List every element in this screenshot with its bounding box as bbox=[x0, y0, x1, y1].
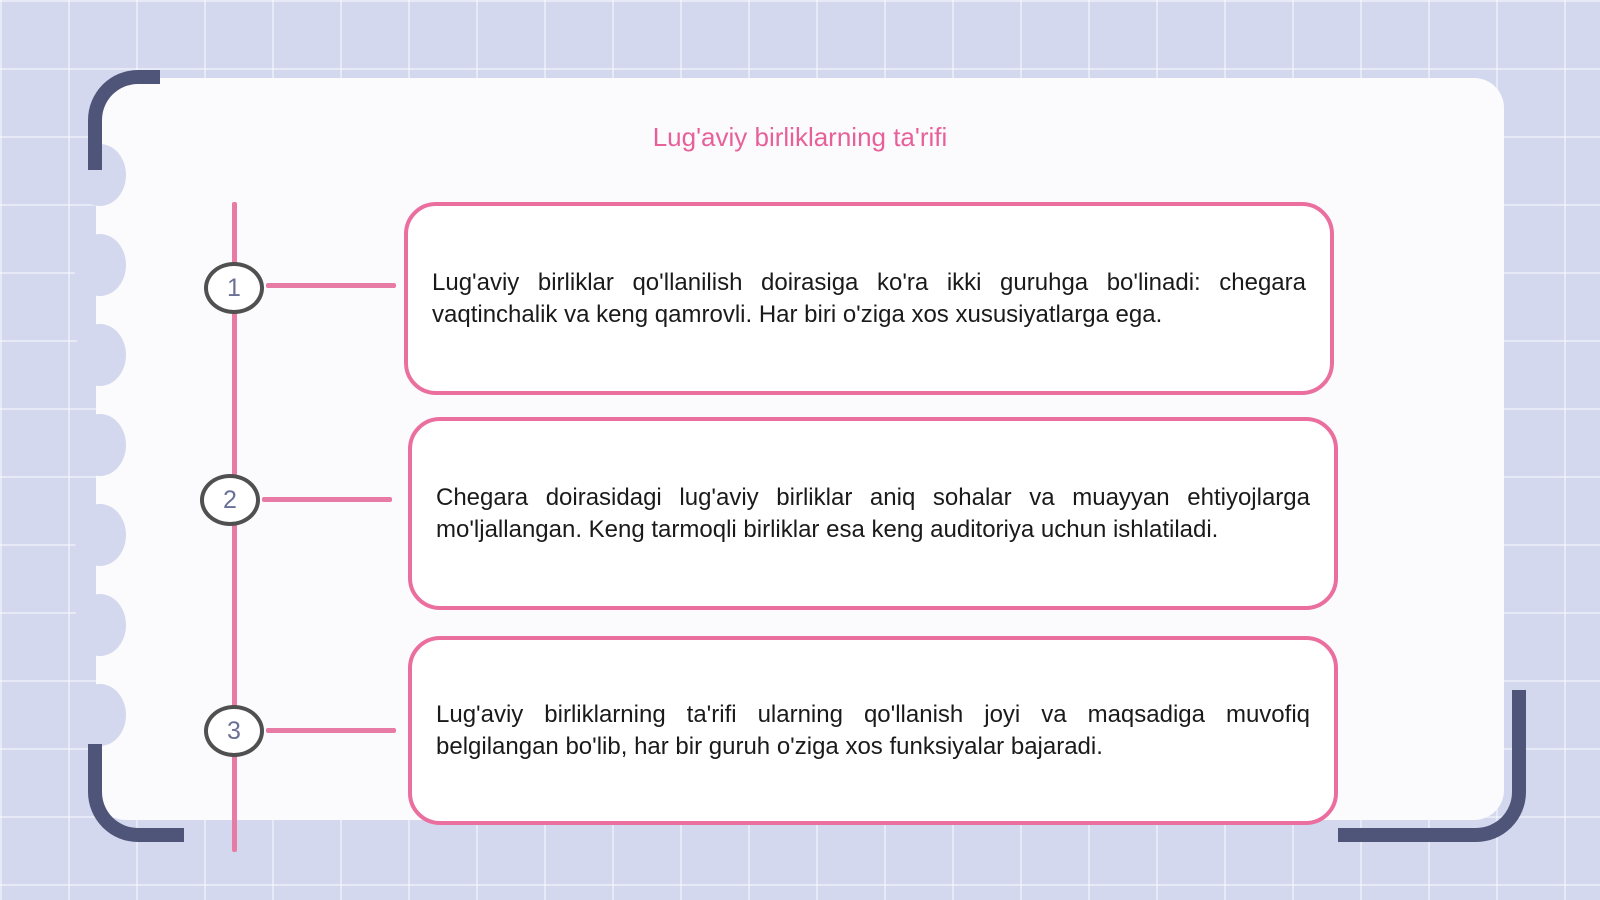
step-text-3: Lug'aviy birliklarning ta'rifi ularning qo'llanish joyi va maqsadiga muvofiq belgilangan bo'lib, har bir guruh o'ziga xos funksiyalar bajaradi. bbox=[436, 700, 1310, 760]
paper-notch bbox=[74, 684, 126, 746]
step-box-3 bbox=[408, 636, 1338, 825]
paper-notch bbox=[74, 234, 126, 296]
step-number-3: 3 bbox=[204, 705, 264, 757]
step-text-2: Chegara doirasidagi lug'aviy birliklar aniq sohalar va muayyan ehtiyojlarga mo'ljallangan. Keng tarmoqli birliklar esa keng auditoriya uchun ishlatiladi. bbox=[436, 483, 1310, 543]
paper-notch bbox=[74, 324, 126, 386]
step-box-1 bbox=[404, 202, 1334, 395]
step-number-1: 1 bbox=[204, 262, 264, 314]
timeline-connector bbox=[266, 283, 396, 288]
frame-corner-bottom-right bbox=[1338, 690, 1526, 842]
step-number-2: 2 bbox=[200, 474, 260, 526]
frame-corner-top-left bbox=[88, 70, 160, 170]
timeline-connector bbox=[262, 497, 392, 502]
paper-notch bbox=[74, 594, 126, 656]
timeline-connector bbox=[266, 728, 396, 733]
step-text-1: Lug'aviy birliklar qo'llanilish doirasiga ko'ra ikki guruhga bo'linadi: chegara vaqtinchalik va keng qamrovli. Har biri o'ziga xos xususiyatlarga ega. bbox=[432, 268, 1306, 328]
slide-title: Lug'aviy birliklarning ta'rifi bbox=[652, 122, 948, 152]
frame-corner-bottom-left bbox=[88, 744, 184, 842]
step-box-2 bbox=[408, 417, 1338, 610]
paper-notch bbox=[74, 504, 126, 566]
paper-notch bbox=[74, 414, 126, 476]
